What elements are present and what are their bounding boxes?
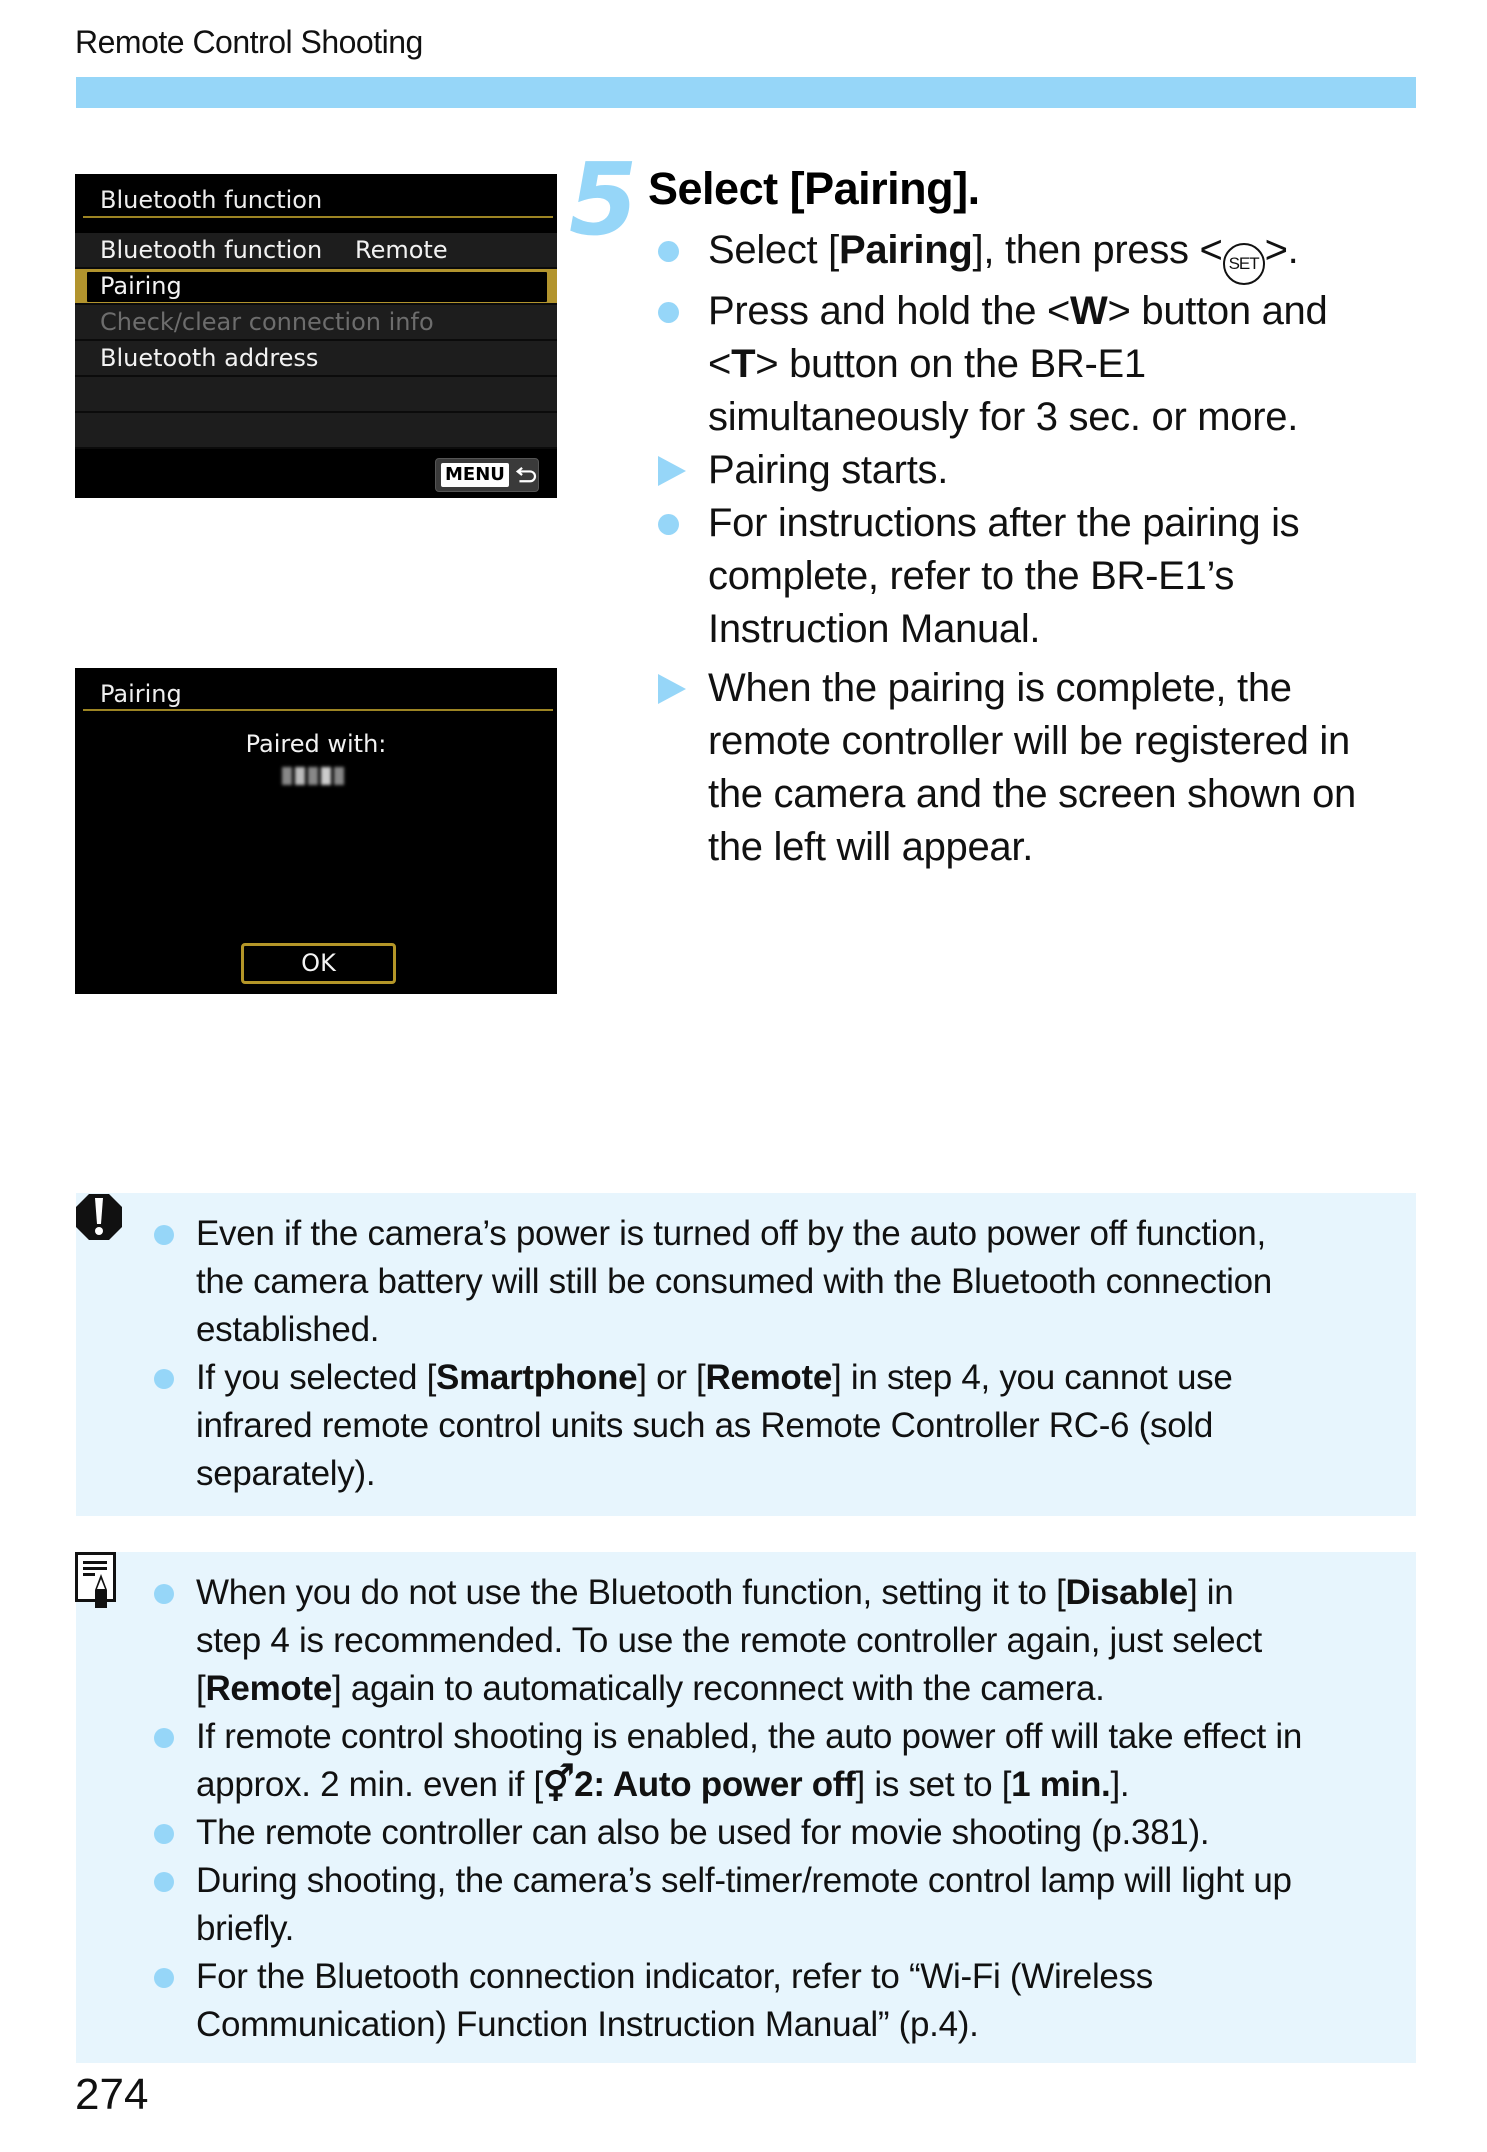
bullet-icon <box>154 1369 174 1389</box>
set-button-icon: SET <box>1223 243 1265 285</box>
paired-with-label: Paired with: <box>245 730 387 758</box>
screen-title: Pairing <box>100 680 182 708</box>
text: > button and <box>1107 289 1328 333</box>
section-title: Remote Control Shooting <box>75 24 423 60</box>
bullet-icon <box>154 1225 174 1245</box>
text-bold: 1 min. <box>1011 1765 1111 1804</box>
text-bold: W <box>1070 289 1108 333</box>
title-divider <box>83 216 553 218</box>
text: >. <box>1264 228 1299 272</box>
note-list <box>154 1569 1386 2049</box>
list-item <box>154 1713 1386 1809</box>
text-bold: Remote <box>205 1669 332 1708</box>
text: the camera and the screen shown on <box>708 772 1356 816</box>
camera-screen-pairing <box>75 668 557 994</box>
list-item-result <box>655 662 1415 874</box>
header-bar <box>76 77 1416 108</box>
text: simultaneously for 3 sec. or more. <box>708 395 1299 439</box>
note-icon <box>75 1552 119 1608</box>
text: ] or [ <box>637 1358 706 1397</box>
text-bold: Remote <box>705 1358 833 1397</box>
bullet-icon <box>154 1584 174 1604</box>
step-instructions <box>655 224 1415 874</box>
menu-item-check-clear-connection-info <box>75 305 557 341</box>
text: For the Bluetooth connection indicator, refer to “Wi-Fi (Wireless <box>196 1957 1153 1996</box>
text: The remote controller can also be used for movie shooting (p.381). <box>196 1813 1210 1852</box>
text: separately). <box>196 1454 376 1493</box>
menu-label: MENU <box>441 463 509 487</box>
text-bold-setting-wrench: ⚥2: Auto power off <box>542 1765 856 1804</box>
menu-item-label: Bluetooth address <box>100 344 319 372</box>
text: Pairing starts. <box>708 448 949 492</box>
text: [ <box>196 1669 206 1708</box>
paired-device-name-obscured <box>282 767 352 787</box>
text: approx. 2 min. even if [ <box>196 1765 543 1804</box>
menu-item-label: Pairing <box>87 272 547 302</box>
text-bold: Smartphone <box>436 1358 638 1397</box>
list-item <box>154 1210 1386 1354</box>
list-item <box>154 1569 1386 1713</box>
menu-item-pairing[interactable] <box>75 269 557 305</box>
list-item <box>154 1857 1386 1953</box>
text: When you do not use the Bluetooth function, setting it to [ <box>196 1573 1066 1612</box>
bullet-icon <box>154 1728 174 1748</box>
text: ] again to automatically reconnect with the camera. <box>332 1669 1105 1708</box>
text: ] is set to [ <box>855 1765 1012 1804</box>
menu-list <box>75 233 557 449</box>
text: If you selected [ <box>196 1358 437 1397</box>
page-number: 274 <box>75 2070 149 2119</box>
text: infrared remote control units such as Remote Controller RC-6 (sold <box>196 1406 1214 1445</box>
caution-box <box>76 1193 1416 1516</box>
text: Select [ <box>708 228 839 272</box>
return-arrow-icon <box>515 463 538 487</box>
camera-screen-bluetooth-function <box>75 174 557 498</box>
bullet-icon <box>154 1872 174 1892</box>
step-number: 5 <box>557 141 648 258</box>
bullet-icon <box>154 1824 174 1844</box>
title-divider <box>83 709 553 711</box>
list-item <box>154 1354 1386 1498</box>
list-item <box>154 1809 1386 1857</box>
menu-item-value: Remote <box>355 236 448 264</box>
text: the camera battery will still be consumed with the Bluetooth connection <box>196 1262 1272 1301</box>
text: ], then press < <box>972 228 1223 272</box>
menu-back-button[interactable] <box>435 458 539 492</box>
text: remote controller will be registered in <box>708 719 1350 763</box>
list-item <box>655 285 1415 444</box>
bullet-icon <box>154 1968 174 1988</box>
bullet-icon <box>658 514 679 535</box>
text: complete, refer to the BR-E1’s <box>708 554 1235 598</box>
result-arrow-icon <box>658 456 686 486</box>
bullet-icon <box>658 241 679 262</box>
text: During shooting, the camera’s self-timer/remote control lamp will light up <box>196 1861 1292 1900</box>
text-bold: Disable <box>1065 1573 1188 1612</box>
menu-item-empty <box>75 413 557 449</box>
text: ] in <box>1187 1573 1234 1612</box>
text: If remote control shooting is enabled, the auto power off will take effect in <box>196 1717 1302 1756</box>
text: < <box>708 342 732 386</box>
text: step 4 is recommended. To use the remote controller again, just select <box>196 1621 1262 1660</box>
text: For instructions after the pairing is <box>708 501 1300 545</box>
text: briefly. <box>196 1909 295 1948</box>
result-arrow-icon <box>658 674 686 704</box>
note-box <box>76 1552 1416 2063</box>
text: Press and hold the < <box>708 289 1071 333</box>
step-title <box>648 163 980 215</box>
list-item-result <box>655 444 1415 497</box>
screen-title: Bluetooth function <box>100 186 323 214</box>
text: established. <box>196 1310 380 1349</box>
text: ] in step 4, you cannot use <box>832 1358 1233 1397</box>
text: Communication) Function Instruction Manual” (p.4). <box>196 2005 979 2044</box>
menu-item-bluetooth-address[interactable] <box>75 341 557 377</box>
menu-item-empty <box>75 377 557 413</box>
step-title-text: Select [Pairing]. <box>648 163 980 214</box>
menu-item-label: Check/clear connection info <box>100 308 434 336</box>
text: > button on the BR-E1 <box>755 342 1146 386</box>
text: the left will appear. <box>708 825 1034 869</box>
caution-icon <box>75 1193 123 1241</box>
ok-button[interactable]: OK <box>241 943 396 984</box>
text: ]. <box>1110 1765 1130 1804</box>
text: Even if the camera’s power is turned off by the auto power off function, <box>196 1214 1266 1253</box>
text: Instruction Manual. <box>708 607 1041 651</box>
list-item <box>655 224 1415 285</box>
text-bold: Pairing <box>839 228 973 272</box>
text: When the pairing is complete, the <box>708 666 1292 710</box>
menu-item-label: Bluetooth function <box>100 236 323 264</box>
menu-item-bluetooth-function[interactable] <box>75 233 557 269</box>
list-item <box>154 1953 1386 2049</box>
text-bold: T <box>731 342 756 386</box>
caution-list <box>154 1210 1386 1498</box>
bullet-icon <box>658 302 679 323</box>
list-item <box>655 497 1415 656</box>
